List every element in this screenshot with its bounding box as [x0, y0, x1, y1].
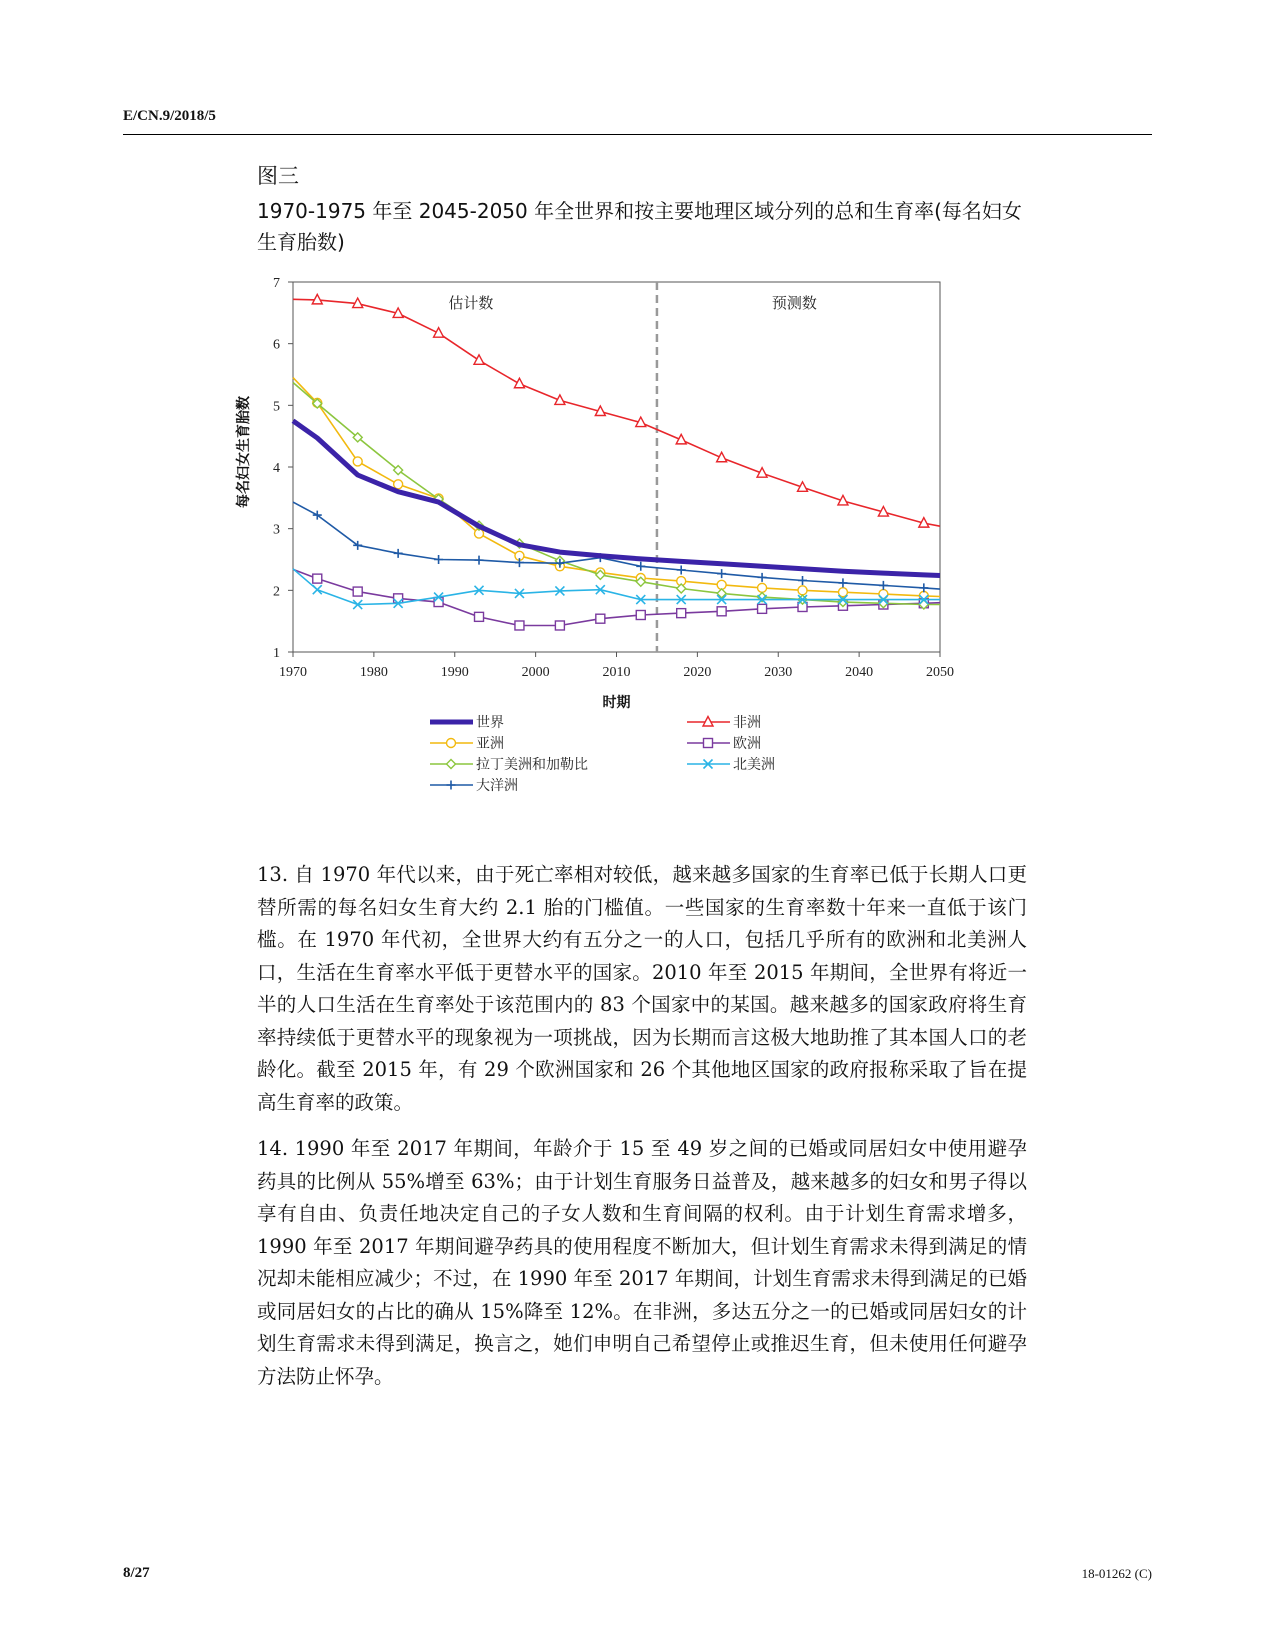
- document-code: E/CN.9/2018/5: [123, 108, 216, 124]
- legend-marker: [704, 739, 713, 748]
- paragraph-14: 14. 1990 年至 2017 年期间，年龄介于 15 至 49 岁之间的已婚或同居妇女中使用避孕药具的比例从 55%增至 63%；由于计划生育服务日益普及，越来越多的妇女和男子得以享有自由、负责任地决定自己的子女人数和生育间隔的权利。由于计划生育需求增多，1990 年至 2017 年期间避孕药具的使用程度不断加大，但计划生育需求未得到满足的情况却未能相应减少；不过，在 1990 年至 2017 年期间，计划生育需求未得到满足的已婚或同居妇女的占比的确从 15%降至 12%。在非洲，多达五分之一的已婚或同居妇女的计划生育需求未得到满足，换言之，她们申明自己希望停止或推迟生育，但未使用任何避孕方法防止怀孕。: [257, 1137, 1027, 1388]
- data-point-欧洲: [758, 604, 767, 613]
- data-point-大洋洲: [434, 555, 443, 564]
- fertility-line-chart: [230, 275, 1010, 805]
- data-point-欧洲: [313, 574, 322, 583]
- data-point-大洋洲: [475, 556, 484, 565]
- legend-marker: [447, 781, 456, 790]
- data-point-欧洲: [677, 609, 686, 618]
- data-point-大洋洲: [838, 578, 847, 587]
- data-point-大洋洲: [677, 565, 686, 574]
- data-point-大洋洲: [636, 562, 645, 571]
- legend-label: 大洋洲: [476, 779, 518, 794]
- header-rule: [123, 134, 1152, 135]
- y-tick-label: 7: [273, 276, 280, 291]
- legend-marker: [447, 739, 456, 748]
- data-point-大洋洲: [717, 569, 726, 578]
- x-tick-label: 2020: [683, 665, 712, 680]
- data-point-大洋洲: [879, 581, 888, 590]
- y-axis-label: 每名妇女生育胎数: [237, 396, 252, 508]
- projections-label: 预测数: [771, 296, 817, 312]
- page-number: 8/27: [123, 1565, 150, 1581]
- y-tick-label: 5: [273, 399, 280, 415]
- data-point-亚洲: [758, 583, 767, 592]
- x-tick-label: 2050: [926, 665, 954, 680]
- y-tick-label: 1: [273, 646, 280, 661]
- x-tick-label: 2030: [764, 665, 793, 680]
- data-point-北美洲: [313, 585, 322, 594]
- data-point-亚洲: [353, 457, 362, 466]
- data-point-非洲: [474, 355, 484, 365]
- x-tick-label: 1980: [359, 665, 388, 680]
- y-tick-label: 3: [273, 522, 280, 538]
- data-point-欧洲: [475, 612, 484, 621]
- paragraph-13: 13. 自 1970 年代以来，由于死亡率相对较低，越来越多国家的生育率已低于长期人口更替所需的每名妇女生育大约 2.1 胎的门槛值。一些国家的生育率数十年来一直低于该门槛。在 1970 年代初，全世界大约有五分之一的人口，包括几乎所有的欧洲和北美洲人口，生活在生育率水平低于更替水平的国家。2010 年至 2015 年期间，全世界有将近一半的人口生活在生育率处于该范围内的 83 个国家中的某国。越来越多的国家政府将生育率持续低于更替水平的现象视为一项挑战，因为长期而言这极大地助推了其本国人口的老龄化。截至 2015 年，有 29 个欧洲国家和 26 个其他地区国家的政府报称采取了旨在提高生育率的政策。: [257, 863, 1027, 1114]
- data-point-拉丁美洲和加勒比: [677, 584, 686, 593]
- data-point-大洋洲: [394, 549, 403, 558]
- document-number: 18-01262 (C): [1081, 1566, 1152, 1581]
- y-tick-label: 4: [273, 461, 280, 476]
- data-point-大洋洲: [919, 583, 928, 592]
- data-point-非洲: [434, 328, 444, 338]
- data-point-欧洲: [353, 587, 362, 596]
- y-tick-label: 2: [273, 584, 280, 600]
- data-point-大洋洲: [758, 573, 767, 582]
- legend-label: 欧洲: [733, 737, 761, 752]
- estimates-label: 估计数: [448, 296, 494, 312]
- data-point-非洲: [514, 378, 524, 388]
- legend-marker: [447, 760, 456, 769]
- series-line-大洋洲: [293, 502, 940, 589]
- legend-label: 亚洲: [476, 737, 504, 752]
- x-tick-label: 1990: [440, 665, 469, 680]
- x-tick-label: 2040: [845, 665, 874, 680]
- data-point-欧洲: [596, 614, 605, 623]
- legend-label: 非洲: [733, 716, 761, 731]
- legend-label: 北美洲: [733, 758, 775, 773]
- x-axis-label: 时期: [602, 696, 631, 711]
- data-point-亚洲: [798, 586, 807, 595]
- data-point-欧洲: [717, 607, 726, 616]
- data-point-欧洲: [434, 598, 443, 607]
- x-tick-label: 2010: [602, 665, 631, 680]
- data-point-欧洲: [555, 621, 564, 630]
- data-point-欧洲: [394, 594, 403, 603]
- data-point-亚洲: [394, 480, 403, 489]
- series-line-非洲: [293, 299, 940, 526]
- x-tick-label: 2000: [521, 665, 550, 680]
- legend-label: 世界: [476, 716, 504, 731]
- data-point-大洋洲: [798, 576, 807, 585]
- x-tick-label: 1970: [279, 665, 307, 680]
- data-point-欧洲: [515, 621, 524, 630]
- y-tick-label: 6: [273, 337, 280, 353]
- legend-label: 拉丁美洲和加勒比: [476, 758, 588, 773]
- figure-label: 图三: [257, 164, 299, 188]
- data-point-欧洲: [636, 611, 645, 620]
- figure-title: 1970-1975 年至 2045-2050 年全世界和按主要地理区域分列的总和生育率(每名妇女生育胎数): [257, 199, 1022, 254]
